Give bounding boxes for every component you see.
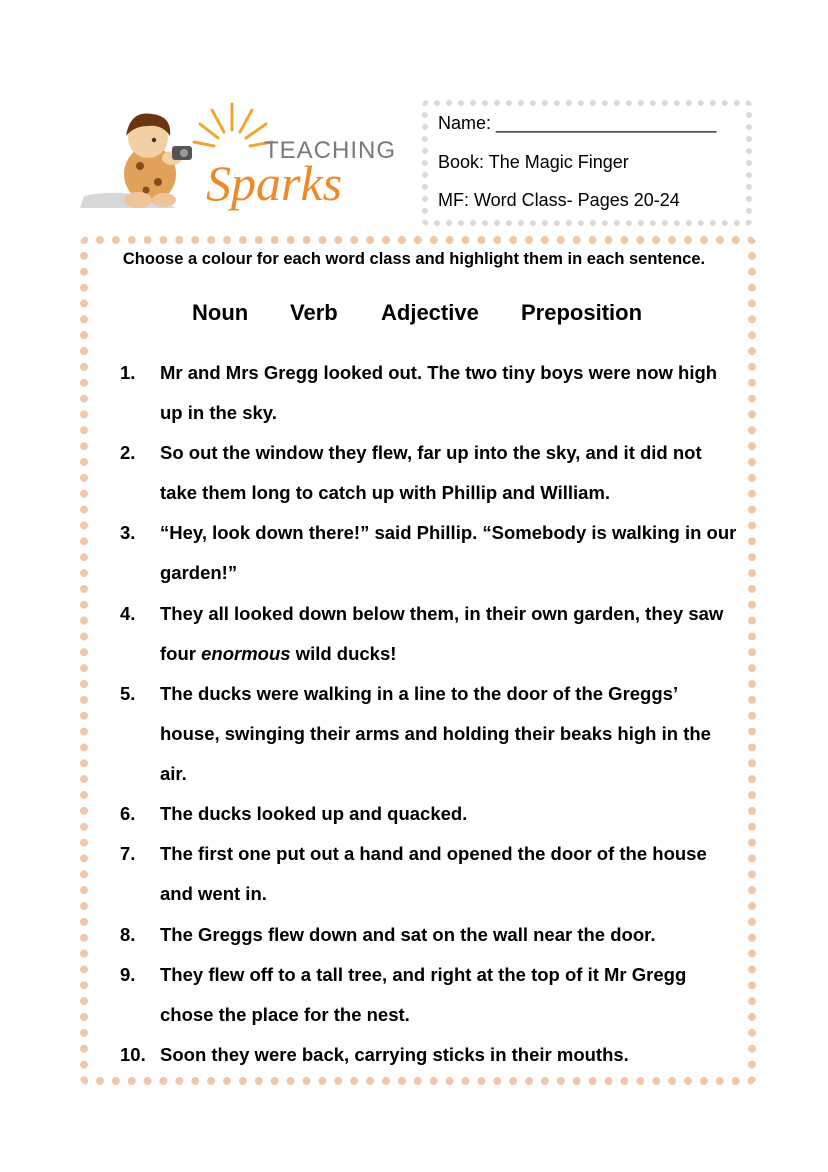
item-number: 1. bbox=[120, 362, 136, 383]
sentence-text-part: wild ducks! bbox=[290, 643, 397, 665]
sentence-text: So out the window they flew, far up into the sky, and it did not take them long to catch up with Phillip and William. bbox=[160, 442, 702, 504]
sentence-text: The ducks were walking in a line to the door of the Greggs’ house, swinging their arms and holding their beaks high in the air. bbox=[160, 683, 711, 785]
item-number: 10. bbox=[120, 1044, 146, 1065]
item-number: 3. bbox=[120, 522, 136, 543]
item-number: 5. bbox=[120, 683, 136, 704]
word-class-preposition: Preposition bbox=[521, 300, 643, 325]
item-number: 4. bbox=[120, 603, 136, 624]
instruction-text: Choose a colour for each word class and highlight them in each sentence. bbox=[122, 250, 706, 268]
item-number: 6. bbox=[120, 803, 136, 824]
logo-word-top: TEACHING bbox=[264, 137, 397, 164]
worksheet-title: MF: Word Class- Pages 20-24 bbox=[438, 190, 680, 210]
teaching-sparks-logo bbox=[80, 96, 400, 220]
logo-word-bottom: Sparks bbox=[206, 155, 343, 211]
sentence-text: “Hey, look down there!” said Phillip. “Somebody is walking in our garden!” bbox=[160, 522, 737, 584]
word-class-verb: Verb bbox=[290, 300, 338, 325]
sentence-text: The Greggs flew down and sat on the wall near the door. bbox=[160, 924, 656, 945]
sentence-text: The first one put out a hand and opened the door of the house and went in. bbox=[160, 843, 707, 905]
sentence-text bbox=[160, 594, 740, 674]
student-info-box bbox=[422, 100, 752, 226]
sentence-text: They flew off to a tall tree, and right at the top of it Mr Gregg chose the place for the nest. bbox=[160, 964, 687, 1026]
book-title: Book: The Magic Finger bbox=[438, 151, 629, 172]
word-class-adjective: Adjective bbox=[381, 300, 479, 325]
sentence-text: The ducks looked up and quacked. bbox=[160, 803, 468, 824]
sentence-text: Mr and Mrs Gregg looked out. The two tiny boys were now high up in the sky. bbox=[160, 362, 718, 424]
sentence-text: Soon they were back, carrying sticks in their mouths. bbox=[160, 1044, 629, 1065]
word-class-list bbox=[0, 298, 828, 328]
sentence-text-emphasis: enormous bbox=[201, 643, 291, 665]
item-number: 9. bbox=[120, 964, 136, 985]
sentence-text-part: They all looked down below them, in their own garden, they saw four bbox=[160, 603, 724, 665]
item-number: 8. bbox=[120, 924, 136, 945]
name-field[interactable]: Name: ______________________ bbox=[438, 113, 717, 133]
item-number: 7. bbox=[120, 843, 136, 864]
word-class-noun: Noun bbox=[192, 300, 249, 325]
item-number: 2. bbox=[120, 442, 136, 463]
logo-graphic bbox=[80, 96, 400, 220]
